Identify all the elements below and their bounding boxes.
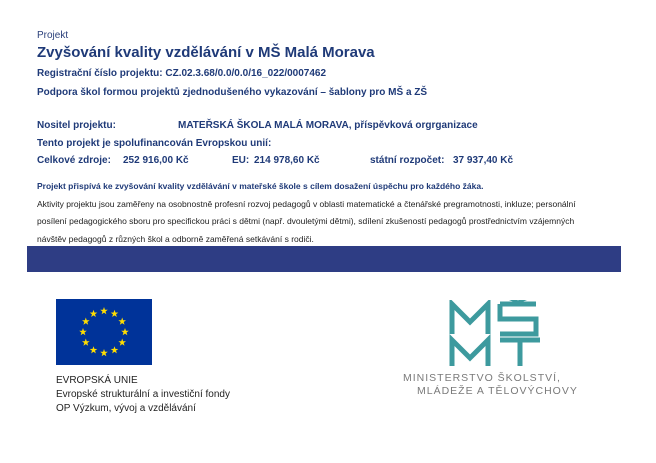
eu-star [100,349,108,356]
holder-label: Nositel projektu: [37,120,116,131]
eu-label: EU: [232,155,250,166]
eu-star [118,318,126,325]
description-body: Aktivity projektu jsou zaměřeny na osobnostně profesní rozvoj pedagogů v oblasti matematické a čtenářské pregramotnosti, inkluze; personální posílení pedagogického sboru pro specifickou práci s dětmi (např. dvouletými dětmi), sdílení zkušeností pedagogů prostřednictvím vzájemných návštěv pedagogů z různých škol a odborně zaměřená setkávání s rodiči. [37,199,576,244]
msmt-caption [403,372,578,398]
eu-star [82,318,90,325]
state-value: 37 937,40 Kč [453,155,514,166]
eu-star [90,346,98,353]
eu-caption-line1: EVROPSKÁ UNIE [56,375,138,386]
eu-star [90,310,98,317]
eu-flag-icon [56,299,152,365]
eu-caption-line3: OP Výzkum, vývoj a vzdělávání [56,403,196,414]
divider-band [27,246,621,272]
registration-number: Registrační číslo projektu: CZ.02.3.68/0.0/0.0/16_022/0007462 [37,68,327,79]
state-label: státní rozpočet: [370,155,445,166]
cofinanced-line: Tento projekt je spolufinancován Evropskou unií: [37,138,272,149]
support-line: Podpora škol formou projektů zjednodušeného vykazování – šablony pro MŠ a ZŠ [37,87,428,98]
eu-caption-line2: Evropské strukturální a investiční fondy [56,389,230,400]
holder-value: MATEŘSKÁ ŠKOLA MALÁ MORAVA, příspěvková orgrganizace [178,120,478,131]
eu-star [111,310,119,317]
total-value: 252 916,00 Kč [123,155,189,166]
msmt-caption-line1: MINISTERSTVO ŠKOLSTVÍ, [403,372,561,384]
eu-star [118,339,126,346]
eu-star [111,346,119,353]
description-lead: Projekt přispívá ke zvyšování kvality vzdělávání v mateřské škole s cílem dosažení úspěchu pro každého žáka. [37,181,484,191]
msmt-caption-line2: MLÁDEŽE A TĚLOVÝCHOVY [417,385,578,397]
total-label: Celkové zdroje: [37,155,111,166]
project-kicker: Projekt [37,30,69,41]
msmt-logo-icon [448,300,548,368]
eu-value: 214 978,60 Kč [254,155,320,166]
eu-star [79,328,87,335]
eu-star [82,339,90,346]
eu-caption [56,374,230,416]
project-title: Zvyšování kvality vzdělávání v MŠ Malá Morava [37,44,375,61]
eu-star [100,307,108,314]
eu-star [121,328,129,335]
